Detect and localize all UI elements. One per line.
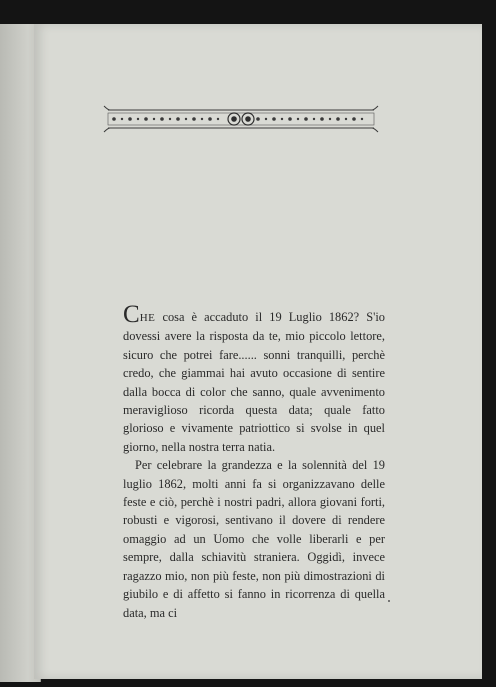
ornament-bead: [217, 118, 219, 120]
ornament-bead: [313, 118, 315, 120]
paragraph-1-text: cosa è accaduto il 19 Luglio 1862? S'io dovessi avere la risposta da te, mio piccolo lettore, sicuro che potrei fare...... sonni tranquilli, perchè credo, che giammai hai avuto occasione di sentire dalla bocca di color che sanno, quale avvenimento meraviglioso ricorda questa data; quale fatto glorioso e vivamente patriottico si svolse in quel giorno, nella nostra terra natia.: [123, 310, 385, 454]
ornament-bead: [144, 117, 148, 121]
opening-word: HE: [139, 312, 156, 324]
ornament-bead: [185, 118, 187, 120]
ornament-bead: [288, 117, 292, 121]
drop-cap: C: [123, 301, 140, 328]
page-speck: [388, 600, 390, 602]
ornament-bead: [304, 117, 308, 121]
ornament-bead: [256, 117, 260, 121]
ornament-bead: [128, 117, 132, 121]
ornament-bead: [112, 117, 116, 121]
decorative-header-ornament: [102, 104, 380, 134]
paragraph-2: Per celebrare la grandezza e la solennità del 19 luglio 1862, molti anni fa si organizzavano delle feste e ciò, perchè i nostri padri, allora giovani forti, robusti e vigorosi, sentivano il dovere di rendere omaggio ad un Uomo che volle liberarli e per sempre, dalla schiavitù straniera. Oggidì, invece ragazzo mio, non più feste, non più dimostrazioni di giubilo e di affetto si fanno in ricorrenza di quella data, ma ci: [123, 458, 385, 620]
ornament-bead: [137, 118, 139, 120]
ornament-bead: [329, 118, 331, 120]
ornament-bead: [320, 117, 324, 121]
ornament-bead: [208, 117, 212, 121]
ornament-bead: [361, 118, 363, 120]
ornament-bead: [352, 117, 356, 121]
ornament-bead: [272, 117, 276, 121]
ornament-bead: [169, 118, 171, 120]
paragraph-1: [123, 301, 385, 456]
ornament-bead: [336, 117, 340, 121]
page-text: [123, 301, 385, 622]
ornament-bead: [345, 118, 347, 120]
ornament-bead: [297, 118, 299, 120]
ornament-bead: [265, 118, 267, 120]
ornament-bead: [201, 118, 203, 120]
ornament-bead: [192, 117, 196, 121]
ornament-bead: [281, 118, 283, 120]
ornament-bead: [121, 118, 123, 120]
ornament-bead: [176, 117, 180, 121]
ornament-bead: [153, 118, 155, 120]
ornament-bead: [160, 117, 164, 121]
